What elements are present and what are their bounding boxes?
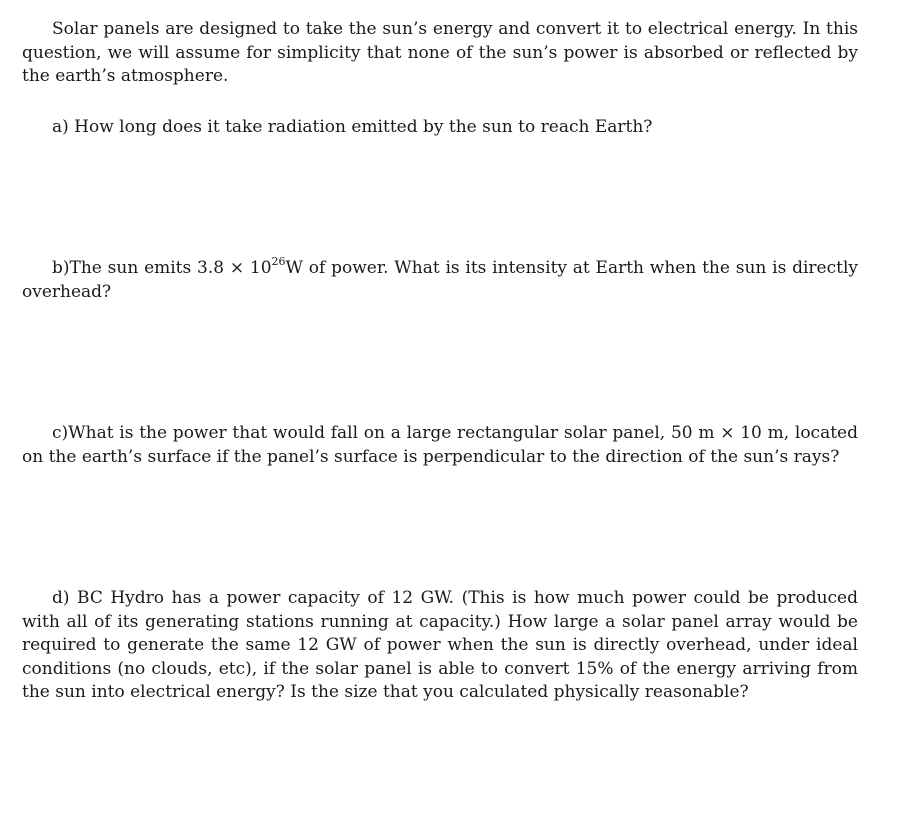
question-b-suffix: W of power. What is its intensity at Earth when the sun is directly overhead? [22, 258, 858, 302]
question-c: c)What is the power that would fall on a large rectangular solar panel, 50 m × 10 m, located on the earth’s surface if the panel’s surface is perpendicular to the direction of the sun’s rays? [22, 423, 858, 467]
question-d: d) BC Hydro has a power capacity of 12 GW. (This is how much power could be produced with all of its generating stations running at capacity.) How large a solar panel array would be required to generate the same 12 GW of power when the sun is directly overhead, under ideal conditions (no clouds, etc), if the solar panel is able to convert 15% of the energy arriving from the sun into electrical energy? Is the size that you calculated physically reasonable? [22, 588, 858, 702]
question-a: a) How long does it take radiation emitted by the sun to reach Earth? [52, 116, 653, 137]
document-page [22, 18, 858, 705]
question-b-exponent: 26 [271, 255, 286, 269]
intro-paragraph: Solar panels are designed to take the sun’s energy and convert it to electrical energy. In this question, we will assume for simplicity that none of the sun’s power is absorbed or reflected by the earth’s atmosphere. [22, 19, 858, 86]
question-b [22, 257, 858, 304]
question-b-prefix: b)The sun emits 3.8 × 10 [52, 258, 272, 278]
